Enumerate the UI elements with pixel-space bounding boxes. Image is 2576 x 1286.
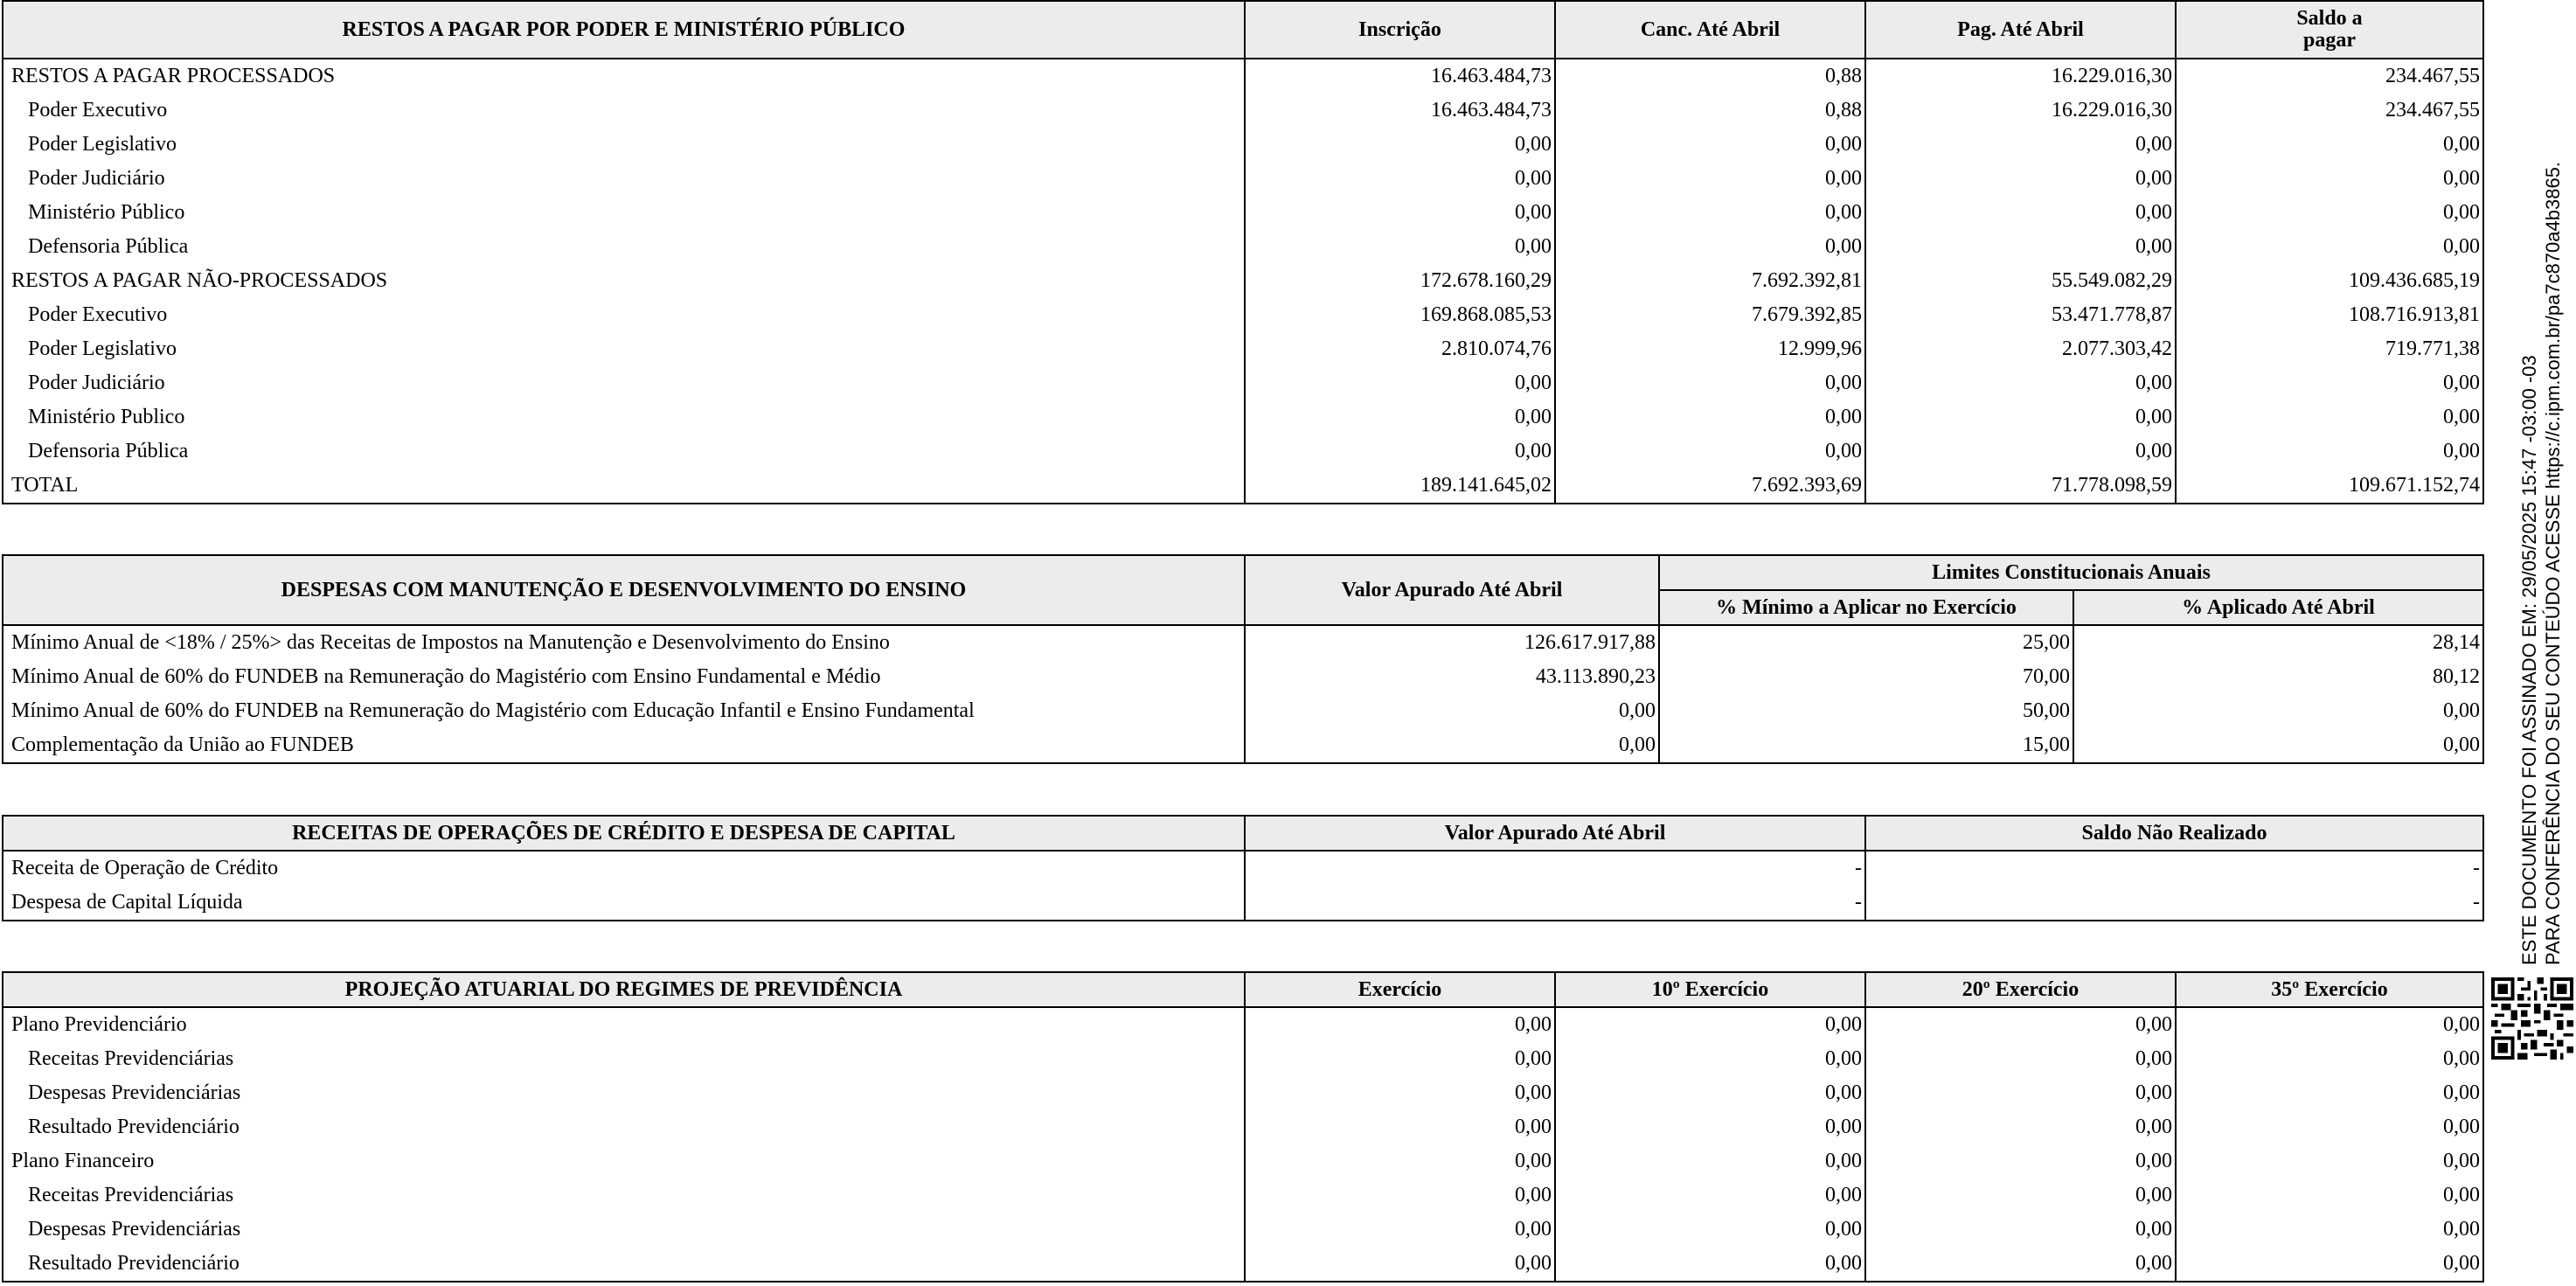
row-label: Poder Executivo [3, 298, 1245, 332]
restos-row [3, 400, 2483, 434]
cell-saldo: 0,00 [2176, 366, 2483, 400]
cell-inscricao: 0,00 [1245, 434, 1555, 469]
signature-line-1: ESTE DOCUMENTO FOI ASSINADO EM: 29/05/2025 15:47 -03:00 -03 [2518, 355, 2540, 965]
restos-row [3, 162, 2483, 196]
row-label: Despesas Previdenciárias [3, 1213, 1245, 1247]
col-valor-apurado: Valor Apurado Até Abril [1245, 555, 1659, 625]
cell-ex35: 0,00 [2176, 1247, 2483, 1282]
cell-ex10: 0,00 [1555, 1110, 1865, 1144]
cell-valor: 0,00 [1245, 728, 1659, 763]
cell-ex10: 0,00 [1555, 1007, 1865, 1042]
cell-ex35: 0,00 [2176, 1110, 2483, 1144]
cell-ex10: 0,00 [1555, 1178, 1865, 1213]
col-aplicado: % Aplicado Até Abril [2073, 590, 2483, 625]
restos-row [3, 469, 2483, 504]
cell-valor: 0,00 [1245, 694, 1659, 728]
cell-exercicio: 0,00 [1245, 1042, 1555, 1076]
cell-valor: 126.617.917,88 [1245, 625, 1659, 660]
row-label: Defensoria Pública [3, 230, 1245, 264]
previdencia-header-row [3, 972, 2483, 1007]
cell-exercicio: 0,00 [1245, 1144, 1555, 1178]
cell-valor: - [1245, 851, 1865, 886]
restos-row [3, 196, 2483, 230]
ensino-table [2, 554, 2484, 764]
cell-inscricao: 169.868.085,53 [1245, 298, 1555, 332]
cell-ex35: 0,00 [2176, 1144, 2483, 1178]
previdencia-title: PROJEÇÃO ATUARIAL DO REGIMES DE PREVIDÊNCIA [3, 972, 1245, 1007]
col-limites: Limites Constitucionais Anuais [1659, 555, 2483, 590]
col-ex35: 35º Exercício [2176, 972, 2483, 1007]
cell-canc: 12.999,96 [1555, 332, 1865, 366]
cell-ex35: 0,00 [2176, 1076, 2483, 1110]
restos-row [3, 94, 2483, 128]
cell-inscricao: 0,00 [1245, 400, 1555, 434]
ensino-header-row-1 [3, 555, 2483, 590]
restos-header-row [3, 1, 2483, 59]
cell-ex10: 0,00 [1555, 1247, 1865, 1282]
cell-aplicado: 0,00 [2073, 694, 2483, 728]
cell-aplicado: 0,00 [2073, 728, 2483, 763]
row-label: Mínimo Anual de 60% do FUNDEB na Remuneração do Magistério com Educação Infantil e Ensino Fundamental [3, 694, 1245, 728]
cell-minimo: 25,00 [1659, 625, 2073, 660]
previdencia-row [3, 1247, 2483, 1282]
cell-canc: 0,00 [1555, 366, 1865, 400]
ensino-row [3, 694, 2483, 728]
previdencia-row [3, 1042, 2483, 1076]
row-label: Ministério Publico [3, 400, 1245, 434]
credito-title: RECEITAS DE OPERAÇÕES DE CRÉDITO E DESPESA DE CAPITAL [3, 816, 1245, 851]
row-label: Receitas Previdenciárias [3, 1042, 1245, 1076]
cell-canc: 0,00 [1555, 196, 1865, 230]
cell-inscricao: 2.810.074,76 [1245, 332, 1555, 366]
cell-inscricao: 16.463.484,73 [1245, 59, 1555, 94]
cell-pag: 0,00 [1865, 400, 2176, 434]
cell-pag: 0,00 [1865, 434, 2176, 469]
cell-inscricao: 0,00 [1245, 162, 1555, 196]
row-label: Plano Previdenciário [3, 1007, 1245, 1042]
restos-row [3, 264, 2483, 298]
cell-pag: 0,00 [1865, 230, 2176, 264]
cell-saldo: 109.436.685,19 [2176, 264, 2483, 298]
restos-a-pagar-table [2, 0, 2484, 504]
previdencia-row [3, 1076, 2483, 1110]
cell-saldo: 719.771,38 [2176, 332, 2483, 366]
cell-minimo: 50,00 [1659, 694, 2073, 728]
restos-row [3, 298, 2483, 332]
cell-saldo: 108.716.913,81 [2176, 298, 2483, 332]
row-label: Despesas Previdenciárias [3, 1076, 1245, 1110]
restos-row [3, 230, 2483, 264]
cell-ex10: 0,00 [1555, 1076, 1865, 1110]
cell-ex20: 0,00 [1865, 1076, 2176, 1110]
cell-canc: 0,00 [1555, 400, 1865, 434]
cell-saldo: 0,00 [2176, 162, 2483, 196]
cell-aplicado: 28,14 [2073, 625, 2483, 660]
cell-canc: 0,00 [1555, 230, 1865, 264]
ensino-row [3, 660, 2483, 694]
row-label: Despesa de Capital Líquida [3, 886, 1245, 921]
row-label: Receita de Operação de Crédito [3, 851, 1245, 886]
row-label: Resultado Previdenciário [3, 1110, 1245, 1144]
cell-saldo: 234.467,55 [2176, 94, 2483, 128]
cell-inscricao: 189.141.645,02 [1245, 469, 1555, 504]
cell-minimo: 15,00 [1659, 728, 2073, 763]
row-label: Defensoria Pública [3, 434, 1245, 469]
cell-exercicio: 0,00 [1245, 1213, 1555, 1247]
cell-canc: 0,00 [1555, 128, 1865, 162]
cell-ex35: 0,00 [2176, 1178, 2483, 1213]
cell-ex35: 0,00 [2176, 1213, 2483, 1247]
cell-ex35: 0,00 [2176, 1042, 2483, 1076]
row-label: Plano Financeiro [3, 1144, 1245, 1178]
cell-ex35: 0,00 [2176, 1007, 2483, 1042]
cell-saldo: 0,00 [2176, 434, 2483, 469]
row-label: Poder Executivo [3, 94, 1245, 128]
cell-canc: 0,88 [1555, 59, 1865, 94]
row-label: Poder Legislativo [3, 332, 1245, 366]
cell-canc: 0,00 [1555, 162, 1865, 196]
cell-ex10: 0,00 [1555, 1213, 1865, 1247]
cell-saldo: 234.467,55 [2176, 59, 2483, 94]
cell-saldo: - [1865, 886, 2483, 921]
restos-title: RESTOS A PAGAR POR PODER E MINISTÉRIO PÚBLICO [3, 1, 1245, 59]
cell-ex20: 0,00 [1865, 1144, 2176, 1178]
cell-pag: 0,00 [1865, 128, 2176, 162]
cell-saldo: 0,00 [2176, 400, 2483, 434]
credito-row [3, 851, 2483, 886]
col-canc: Canc. Até Abril [1555, 1, 1865, 59]
col-ex10: 10º Exercício [1555, 972, 1865, 1007]
row-label: Complementação da União ao FUNDEB [3, 728, 1245, 763]
cell-ex10: 0,00 [1555, 1042, 1865, 1076]
cell-exercicio: 0,00 [1245, 1076, 1555, 1110]
cell-ex20: 0,00 [1865, 1042, 2176, 1076]
cell-pag: 71.778.098,59 [1865, 469, 2176, 504]
restos-row [3, 332, 2483, 366]
row-label: Mínimo Anual de <18% / 25%> das Receitas de Impostos na Manutenção e Desenvolvimento do Ensino [3, 625, 1245, 660]
previdencia-row [3, 1213, 2483, 1247]
row-label: RESTOS A PAGAR NÃO-PROCESSADOS [3, 264, 1245, 298]
cell-canc: 7.692.393,69 [1555, 469, 1865, 504]
credito-table [2, 815, 2484, 921]
signature-line-2: PARA CONFERÊNCIA DO SEU CONTEÚDO ACESSE https://c.ipm.com.br/pa7c870a4b3865. [2542, 161, 2564, 965]
row-label: Receitas Previdenciárias [3, 1178, 1245, 1213]
cell-aplicado: 80,12 [2073, 660, 2483, 694]
ensino-title: DESPESAS COM MANUTENÇÃO E DESENVOLVIMENTO DO ENSINO [3, 555, 1245, 625]
cell-valor: 43.113.890,23 [1245, 660, 1659, 694]
cell-canc: 0,00 [1555, 434, 1865, 469]
row-label: Ministério Público [3, 196, 1245, 230]
cell-inscricao: 0,00 [1245, 196, 1555, 230]
row-label: Poder Legislativo [3, 128, 1245, 162]
row-label: Mínimo Anual de 60% do FUNDEB na Remuneração do Magistério com Ensino Fundamental e Médio [3, 660, 1245, 694]
row-label: TOTAL [3, 469, 1245, 504]
signature-stamp [2517, 162, 2565, 965]
row-label: Resultado Previdenciário [3, 1247, 1245, 1282]
restos-row [3, 128, 2483, 162]
cell-exercicio: 0,00 [1245, 1247, 1555, 1282]
cell-inscricao: 0,00 [1245, 128, 1555, 162]
cell-pag: 53.471.778,87 [1865, 298, 2176, 332]
cell-inscricao: 16.463.484,73 [1245, 94, 1555, 128]
cell-pag: 16.229.016,30 [1865, 94, 2176, 128]
row-label: Poder Judiciário [3, 162, 1245, 196]
cell-saldo: 0,00 [2176, 196, 2483, 230]
col-saldo-line1: Saldo a [2296, 7, 2363, 30]
cell-pag: 0,00 [1865, 162, 2176, 196]
col-credito-valor: Valor Apurado Até Abril [1245, 816, 1865, 851]
col-saldo [2176, 1, 2483, 59]
cell-ex20: 0,00 [1865, 1110, 2176, 1144]
cell-ex10: 0,00 [1555, 1144, 1865, 1178]
cell-ex20: 0,00 [1865, 1213, 2176, 1247]
credito-header-row [3, 816, 2483, 851]
cell-exercicio: 0,00 [1245, 1007, 1555, 1042]
col-minimo: % Mínimo a Aplicar no Exercício [1659, 590, 2073, 625]
ensino-row [3, 728, 2483, 763]
cell-canc: 0,88 [1555, 94, 1865, 128]
cell-inscricao: 0,00 [1245, 366, 1555, 400]
qr-code-icon[interactable] [2491, 977, 2573, 1060]
cell-canc: 7.692.392,81 [1555, 264, 1865, 298]
cell-inscricao: 172.678.160,29 [1245, 264, 1555, 298]
cell-exercicio: 0,00 [1245, 1178, 1555, 1213]
cell-pag: 55.549.082,29 [1865, 264, 2176, 298]
cell-ex20: 0,00 [1865, 1007, 2176, 1042]
col-exercicio: Exercício [1245, 972, 1555, 1007]
row-label: Poder Judiciário [3, 366, 1245, 400]
col-inscricao: Inscrição [1245, 1, 1555, 59]
cell-saldo: 0,00 [2176, 230, 2483, 264]
col-pag: Pag. Até Abril [1865, 1, 2176, 59]
restos-row [3, 366, 2483, 400]
cell-valor: - [1245, 886, 1865, 921]
previdencia-row [3, 1178, 2483, 1213]
cell-saldo: - [1865, 851, 2483, 886]
cell-saldo: 109.671.152,74 [2176, 469, 2483, 504]
cell-ex20: 0,00 [1865, 1178, 2176, 1213]
cell-inscricao: 0,00 [1245, 230, 1555, 264]
cell-canc: 7.679.392,85 [1555, 298, 1865, 332]
restos-row [3, 434, 2483, 469]
previdencia-row [3, 1007, 2483, 1042]
cell-pag: 0,00 [1865, 366, 2176, 400]
previdencia-table [2, 971, 2484, 1283]
cell-pag: 0,00 [1865, 196, 2176, 230]
cell-exercicio: 0,00 [1245, 1110, 1555, 1144]
restos-row [3, 59, 2483, 94]
cell-saldo: 0,00 [2176, 128, 2483, 162]
row-label: RESTOS A PAGAR PROCESSADOS [3, 59, 1245, 94]
cell-ex20: 0,00 [1865, 1247, 2176, 1282]
cell-minimo: 70,00 [1659, 660, 2073, 694]
col-credito-saldo: Saldo Não Realizado [1865, 816, 2483, 851]
cell-pag: 2.077.303,42 [1865, 332, 2176, 366]
ensino-row [3, 625, 2483, 660]
col-saldo-line2: pagar [2303, 29, 2356, 52]
previdencia-row [3, 1110, 2483, 1144]
previdencia-row [3, 1144, 2483, 1178]
credito-row [3, 886, 2483, 921]
col-ex20: 20º Exercício [1865, 972, 2176, 1007]
cell-pag: 16.229.016,30 [1865, 59, 2176, 94]
